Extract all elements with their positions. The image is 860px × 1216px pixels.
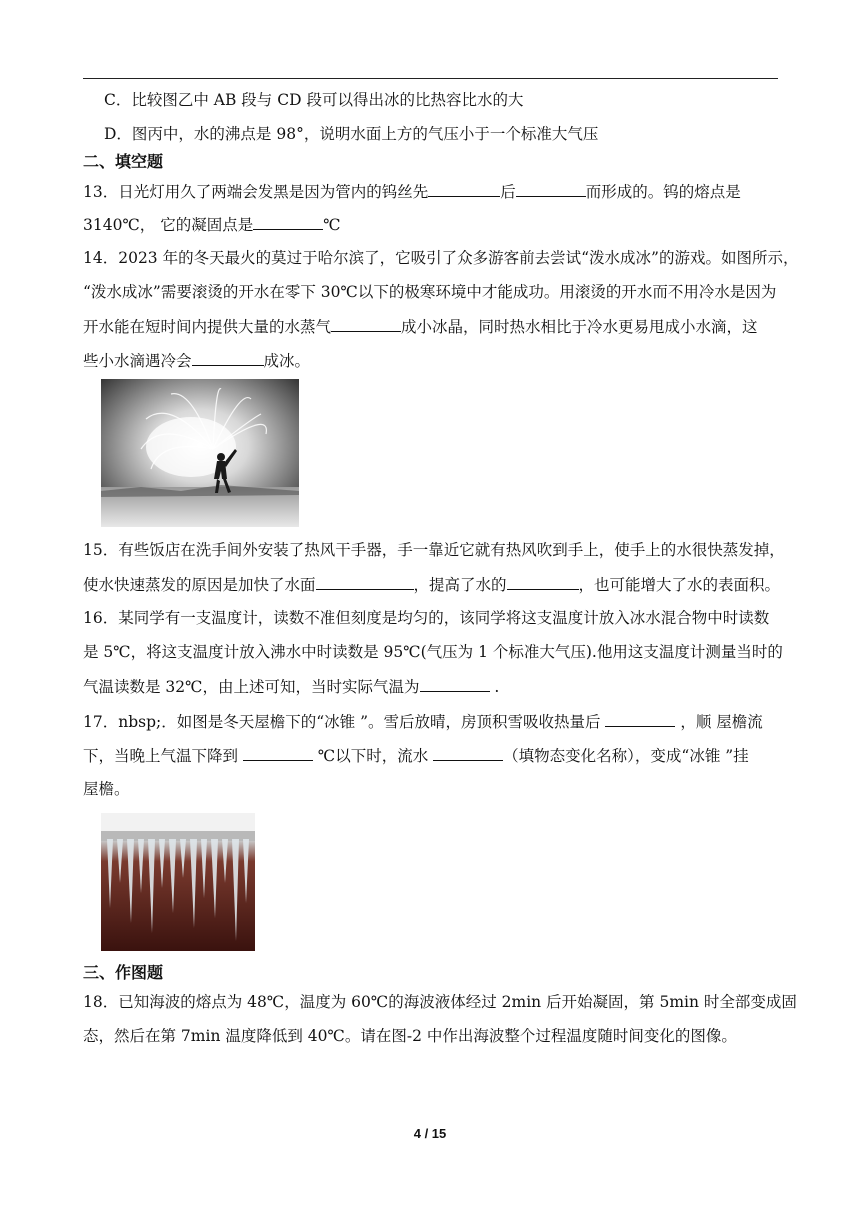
- q12-option-c: C．比较图乙中 AB 段与 CD 段可以得出冰的比热容比水的大: [104, 91, 524, 109]
- q15-line-1: 15．有些饭店在洗手间外安装了热风干手器，手一靠近它就有热风吹到手上，使手上的水很快蒸发掉，: [83, 541, 785, 559]
- answer-blank: [428, 181, 500, 197]
- header-rule: [83, 78, 778, 79]
- answer-blank: [507, 574, 579, 590]
- photo-water-to-ice: [101, 379, 299, 527]
- q14-line-1: 14．2023 年的冬天最火的莫过于哈尔滨了，它吸引了众多游客前去尝试“泼水成冰”的游戏。如图所示，: [83, 249, 799, 267]
- q18-line-1: 18．已知海波的熔点为 48℃，温度为 60℃的海波液体经过 2min 后开始凝固，第 5min 时全部变成固: [83, 993, 797, 1011]
- answer-blank: [192, 350, 264, 366]
- q14-line-4: 些小水滴遇冷会 成冰。: [83, 352, 311, 370]
- q13-line-1: 13．日光灯用久了两端会发黑是因为管内的钨丝先 后 而形成的。钨的熔点是: [83, 183, 741, 201]
- q12-option-d: D．图丙中，水的沸点是 98°，说明水面上方的气压小于一个标准大气压: [104, 125, 599, 143]
- answer-blank: [253, 214, 323, 230]
- q16-line-2: 是 5℃，将这支温度计放入沸水中时读数是 95℃(气压为 1 个标准大气压).他用这支温度计测量当时的: [83, 643, 783, 661]
- q14-line-2: “泼水成冰”需要滚烫的开水在零下 30℃以下的极寒环境中才能成功。用滚烫的开水而不用冷水是因为: [83, 283, 777, 301]
- answer-blank: [605, 711, 675, 727]
- q17-line-3: 屋檐。: [83, 780, 130, 798]
- answer-blank: [516, 181, 586, 197]
- q17-line-1: 17．nbsp;．如图是冬天屋檐下的“冰锥 ”。雪后放晴，房顶积雪吸收热量后 ，顺 屋檐流: [83, 713, 763, 731]
- q14-line-3: 开水能在短时间内提供大量的水蒸气 成小冰晶，同时热水相比于冷水更易甩成小水滴，这: [83, 318, 758, 336]
- q17-line-2: 下，当晚上气温下降到 ℃以下时，流水 （填物态变化名称），变成“冰锥 ”挂: [83, 747, 749, 765]
- answer-blank: [331, 316, 401, 332]
- section-heading-fill: 二、填空题: [83, 152, 164, 171]
- q18-line-2: 态，然后在第 7min 温度降低到 40℃。请在图-2 中作出海波整个过程温度随时间变化的图像。: [83, 1027, 737, 1045]
- answer-blank: [433, 745, 503, 761]
- q16-line-1: 16．某同学有一支温度计，读数不准但刻度是均匀的，该同学将这支温度计放入冰水混合物中时读数: [83, 609, 770, 627]
- photo-icicles: [101, 813, 255, 951]
- page-number: 4 / 15: [413, 1126, 447, 1141]
- q13-line-2: 3140℃， 它的凝固点是 ℃: [83, 216, 341, 234]
- q16-line-3: 气温读数是 32℃，由上述可知，当时实际气温为 .: [83, 678, 500, 696]
- icicles-image: [101, 813, 255, 951]
- section-heading-draw: 三、作图题: [83, 963, 164, 982]
- q15-line-2: 使水快速蒸发的原因是加快了水面 ，提高了水的 ，也可能增大了水的表面积。: [83, 576, 781, 594]
- answer-blank: [316, 574, 414, 590]
- answer-blank: [243, 745, 313, 761]
- answer-blank: [420, 676, 490, 692]
- water-to-ice-image: [101, 379, 299, 527]
